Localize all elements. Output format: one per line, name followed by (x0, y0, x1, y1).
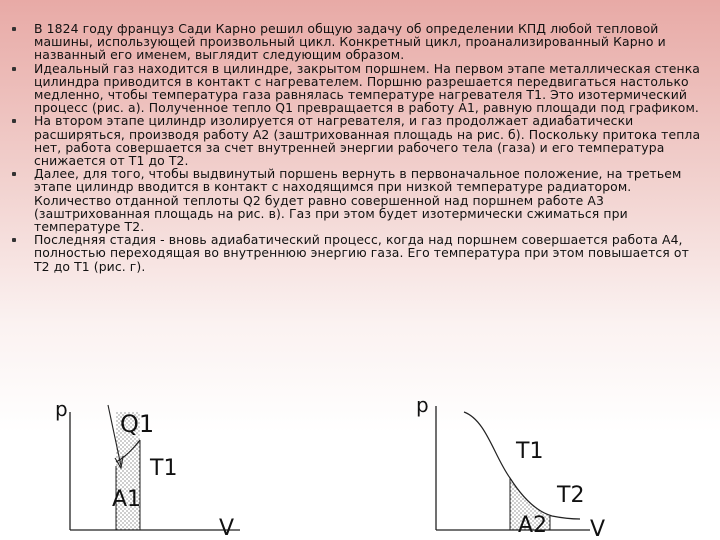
v-axis-label: V (219, 516, 235, 540)
t1-label: T1 (516, 439, 544, 464)
p-axis-label: p (55, 397, 68, 421)
diagram-a (55, 397, 240, 540)
bullet-text: Последняя стадия - вновь адиабатический процесс, когда над поршнем совершается работа A4, полностью переходящая во внутреннюю энергию газа. Его температура при этом повышается от T2 до T1 (рис. г). (34, 232, 689, 274)
p-axis-label: p (416, 393, 429, 417)
bullet-text: В 1824 году француз Сади Карно решил общую задачу об определении КПД любой тепловой машины, использующей произвольный цикл. Конкретный цикл, проанализированный Карно и названный его именем, выглядит следующим образом. (34, 21, 666, 63)
bullet-text: Идеальный газ находится в цилиндре, закрытом поршнем. На первом этапе металлическая стенка цилиндра приводится в контакт с нагревателем. Поршню разрешается передвигаться настолько медленно, чтобы температура газа равнялась температуре нагревателя T1. Это изотермический процесс (рис. а). Полученное тепло Q1 превращается в работу A1, равную площади под графиком. (34, 60, 701, 116)
diagram-b (416, 393, 605, 540)
v-axis-label: V (590, 517, 606, 540)
a1-label: A1 (112, 487, 142, 512)
t1-label: T1 (150, 456, 178, 481)
q1-label: Q1 (120, 410, 155, 438)
t2-label: T2 (557, 483, 585, 508)
bullet-text: Далее, для того, чтобы выдвинутый поршень вернуть в первоначальное положение, на третьем этапе цилиндр вводится в контакт с находящимся при низкой температуре радиатором. Количество отданной теплоты Q2 будет равно совершенной над поршнем работе A3 (заштрихованная площадь на рис. в). Газ при этом будет изотермически сжиматься при температуре T2. (34, 166, 682, 235)
a2-label: A2 (518, 513, 548, 538)
bullet-text: На втором этапе цилиндр изолируется от нагревателя, и газ продолжает адиабатически расширяться, производя работу A2 (заштрихованная площадь на рис. б). Поскольку притока тепла нет, работа совершается за счет внутренней энергии рабочего тела (газа) и его температура снижается от T1 до T2. (34, 113, 701, 169)
